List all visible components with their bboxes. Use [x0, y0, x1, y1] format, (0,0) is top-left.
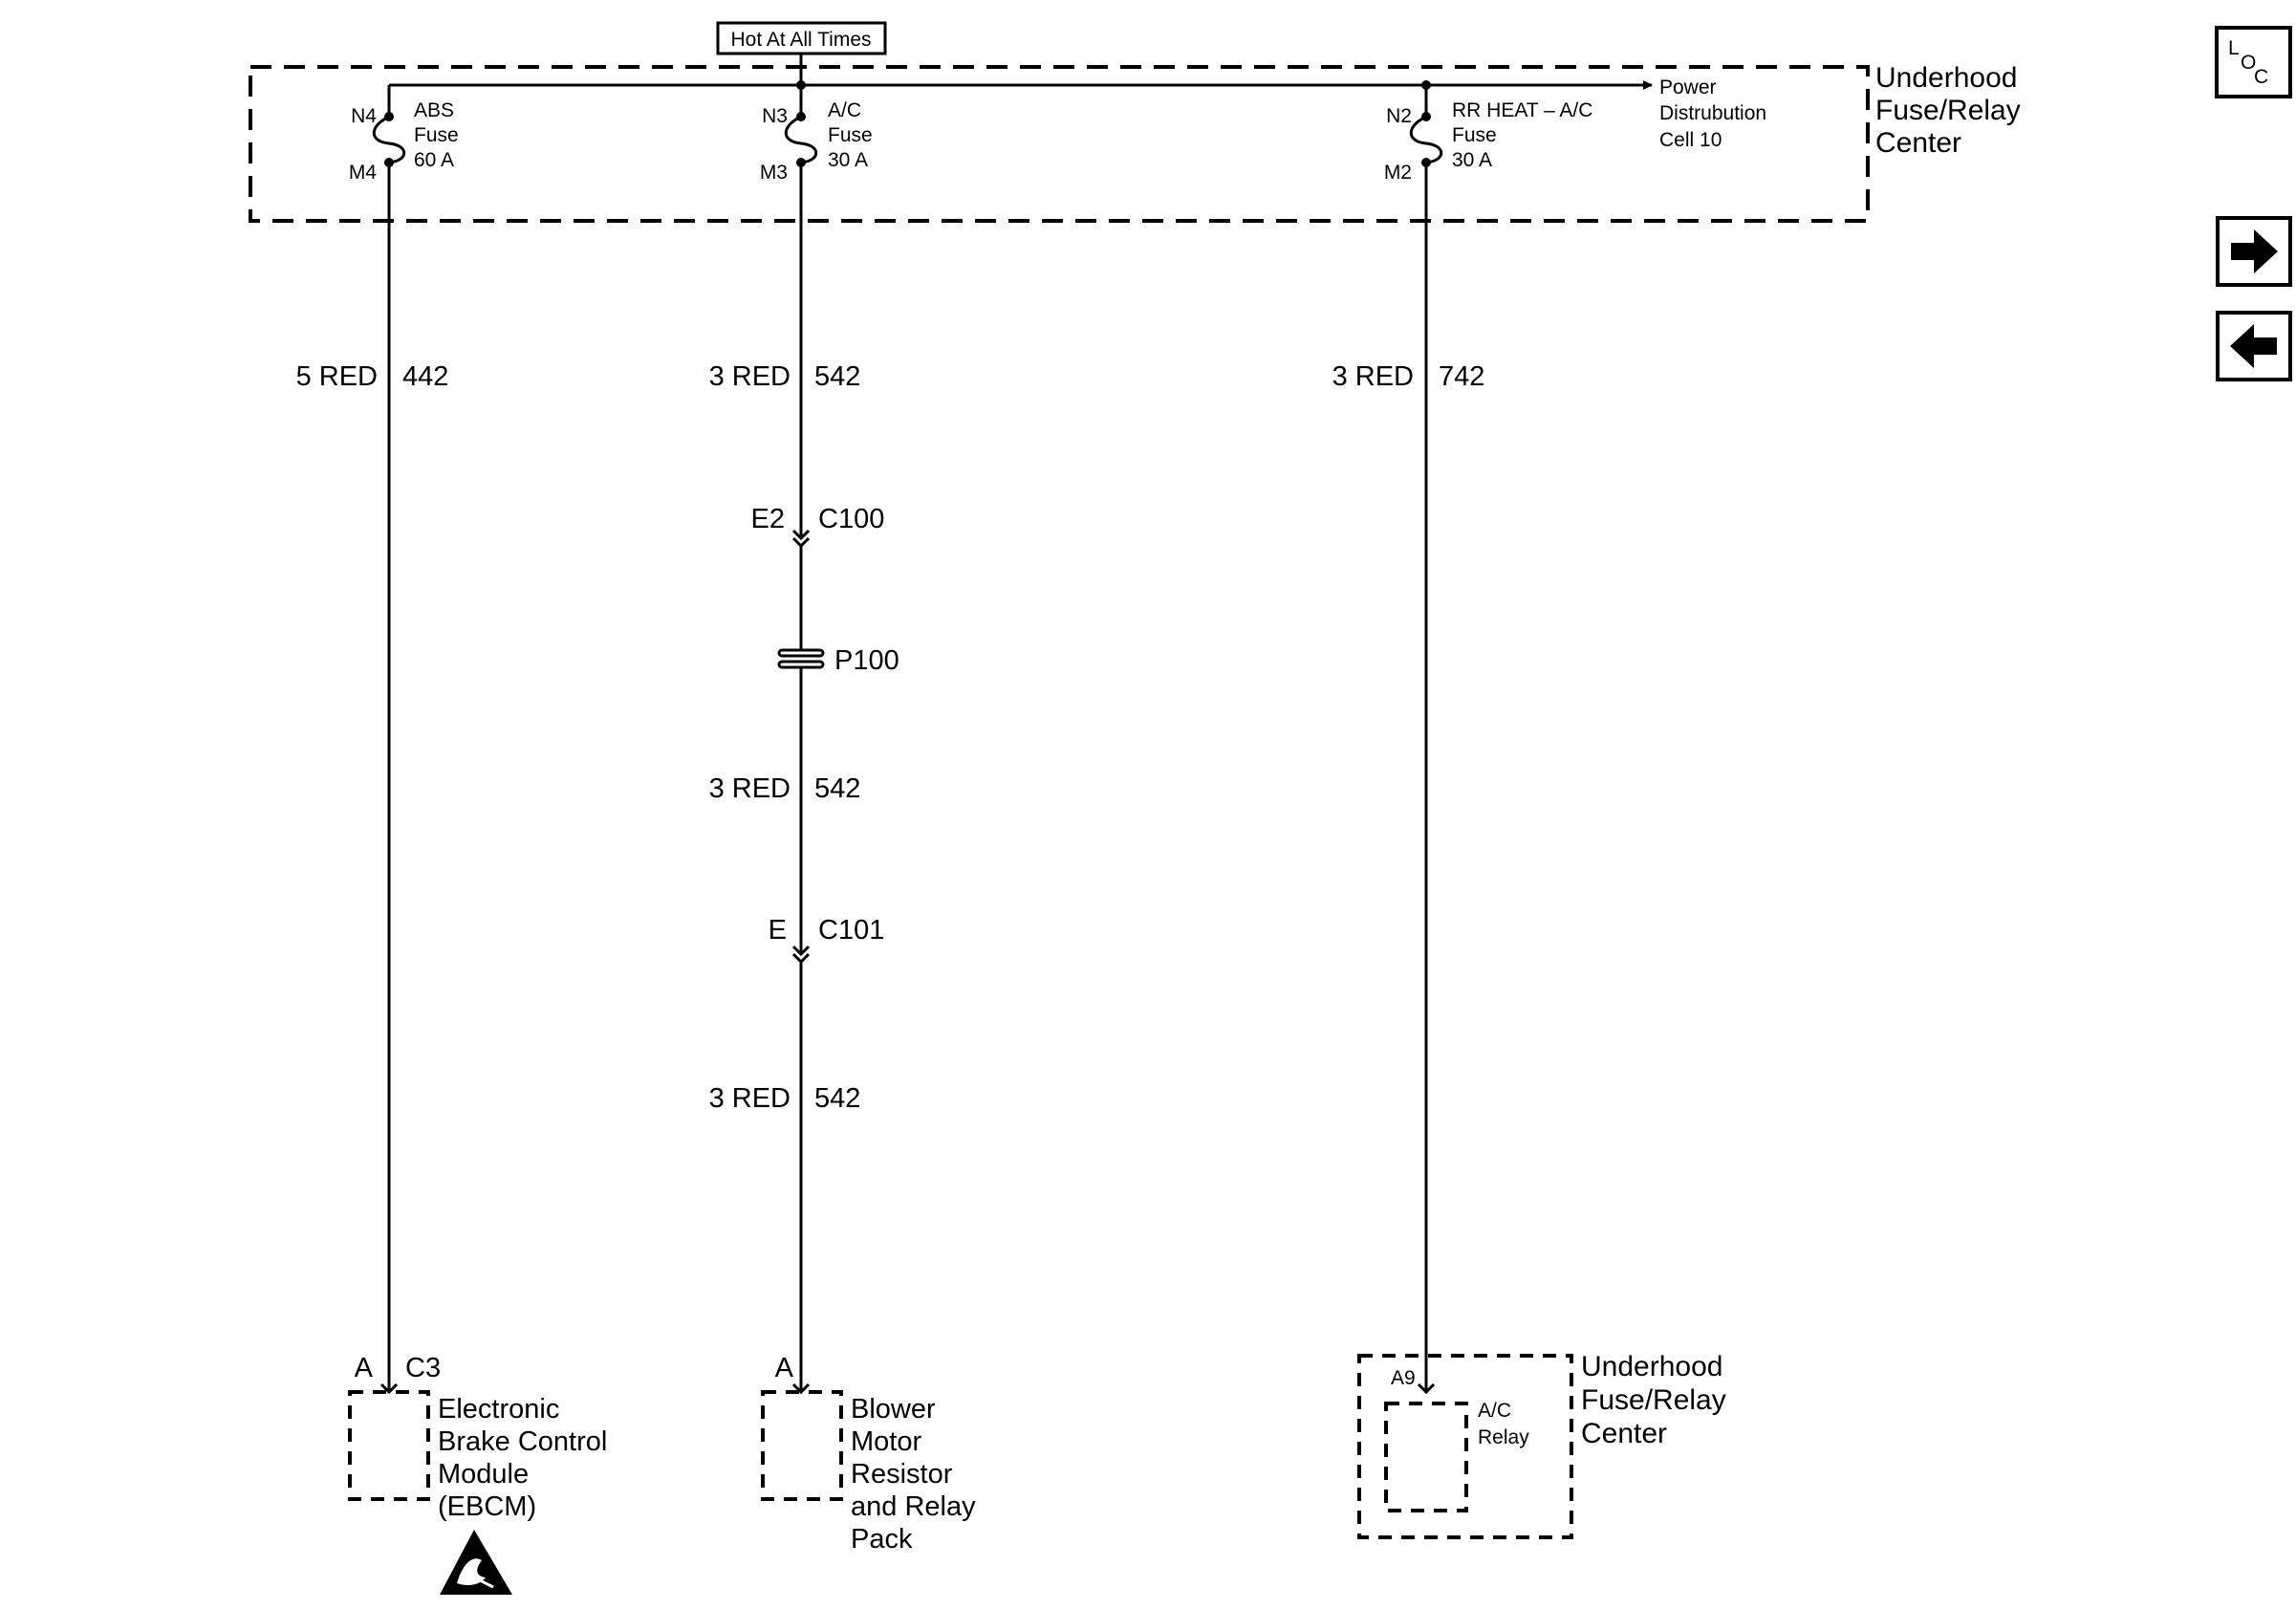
wire-abs-gauge: 5 RED — [295, 361, 378, 392]
wire-abs-circuit: 442 — [402, 361, 449, 392]
ebcm-connector-name: C3 — [405, 1353, 442, 1383]
ebcm-component — [350, 1392, 428, 1499]
wire-rr-circuit: 742 — [1439, 361, 1485, 392]
ac-fuse-top-pin: N3 — [762, 105, 788, 127]
ebcm-label: Electronic Brake Control Module (EBCM) — [438, 1394, 608, 1522]
fuse-symbol — [374, 117, 404, 163]
rr-heat-fuse-top-pin: N2 — [1386, 105, 1412, 127]
c100-pin: E2 — [750, 504, 785, 534]
c100-connector — [751, 504, 885, 546]
blower-connector — [775, 1353, 809, 1392]
abs-fuse-top-pin: N4 — [351, 105, 377, 127]
rr-heat-fuse-label: RR HEAT – A/C Fuse 30 A — [1452, 99, 1593, 171]
abs-fuse-label: ABS Fuse 60 A — [414, 99, 459, 171]
wire-rr-gauge: 3 RED — [1332, 361, 1414, 392]
wire-ac-3-circuit: 542 — [814, 1083, 861, 1114]
p100-name: P100 — [834, 645, 899, 676]
rr-heat-fuse — [1384, 80, 1598, 184]
ac-fuse-label: A/C Fuse 30 A — [828, 99, 873, 171]
relay-connector-pin: A9 — [1391, 1367, 1416, 1389]
abs-fuse — [349, 85, 465, 184]
rr-heat-fuse-bottom-pin: M2 — [1383, 162, 1412, 184]
next-page-button[interactable] — [2218, 218, 2290, 285]
wire-ac-1-circuit: 542 — [814, 361, 861, 392]
c100-name: C100 — [818, 504, 885, 534]
ac-relay-component — [1386, 1403, 1466, 1511]
power-distribution-label: Power Distrubution Cell 10 — [1659, 76, 1767, 151]
c101-connector — [769, 915, 885, 962]
blower-component — [763, 1392, 841, 1499]
ac-fuse — [760, 85, 878, 184]
fuse-block-name: Underhood Fuse/Relay Center — [1875, 62, 2021, 159]
ac-relay-label: A/C Relay — [1478, 1400, 1529, 1448]
loc-letter-l: L — [2228, 37, 2240, 59]
wire-ac-3-gauge: 3 RED — [708, 1083, 791, 1114]
wire-ac-2-circuit: 542 — [814, 773, 861, 804]
fuse-symbol — [786, 117, 816, 163]
fuse-symbol — [1411, 117, 1441, 163]
loc-letter-o: O — [2241, 52, 2257, 74]
p100-passthrough — [779, 645, 899, 676]
previous-page-button[interactable] — [2218, 313, 2290, 380]
wire-ac-2-gauge: 3 RED — [708, 773, 791, 804]
ebcm-connector-pin: A — [354, 1353, 373, 1383]
ac-fuse-bottom-pin: M3 — [759, 162, 788, 184]
fuse-block-outline — [250, 67, 1868, 221]
loc-letter-c: C — [2254, 66, 2269, 88]
c101-pin: E — [768, 915, 787, 946]
blower-label: Blower Motor Resistor and Relay Pack — [851, 1394, 976, 1555]
wire-ac-1-gauge: 3 RED — [708, 361, 791, 392]
c101-name: C101 — [818, 915, 885, 946]
hot-label: Hot At All Times — [730, 29, 872, 51]
abs-fuse-bottom-pin: M4 — [348, 162, 377, 184]
esd-warning-icon — [440, 1530, 512, 1595]
ebcm-connector — [355, 1353, 441, 1392]
relay-center-name: Underhood Fuse/Relay Center — [1581, 1351, 1726, 1449]
blower-connector-pin: A — [774, 1353, 793, 1383]
loc-button[interactable] — [2217, 28, 2290, 97]
